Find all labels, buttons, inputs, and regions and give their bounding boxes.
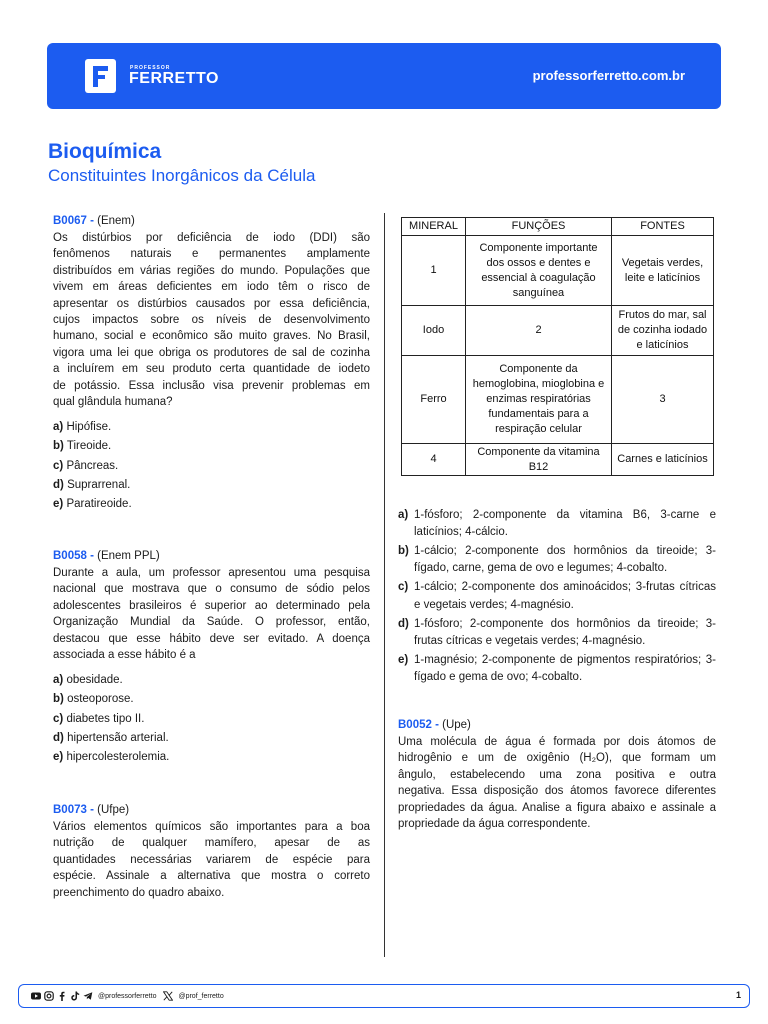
cell-line: Frutos do mar, sal: [618, 309, 707, 321]
cell-funcoes: [466, 236, 612, 306]
answer-option[interactable]: [53, 710, 370, 729]
statement-line: Uma molécula de água é formada por dois átomos de: [398, 736, 716, 748]
question-options: [398, 507, 716, 686]
option-letter: a): [398, 509, 409, 521]
statement-line: nacional que mostrava que o consumo de sódio pelos: [53, 583, 370, 596]
logo-brand-text: FERRETTO: [129, 70, 219, 87]
option-text: 1-magnésio; 2-componente de pigmentos respiratórios; 3-fígado e gema de ovo; 4-cobalto.: [414, 653, 716, 684]
header-banner: [47, 43, 721, 109]
logo-professor-text: PROFESSOR: [130, 65, 171, 71]
youtube-icon[interactable]: [31, 991, 41, 1001]
footer-bar: [18, 984, 750, 1008]
cell-mineral: 1: [402, 236, 466, 306]
ferretto-logo-icon: [85, 59, 116, 93]
option-letter: e): [53, 498, 64, 511]
site-link[interactable]: professorferretto.com.br: [532, 68, 685, 83]
option-letter: d): [53, 731, 64, 744]
option-letter: e): [53, 751, 64, 764]
statement-line: de potássio. Essa inclusão visa prevenir problemas em: [53, 379, 370, 392]
answer-option[interactable]: [53, 437, 370, 456]
statement-line: humano, social e econômico são muito graves. No Brasil,: [53, 330, 370, 343]
question-statement: [398, 734, 716, 832]
statement-line: Os distúrbios por deficiência de iodo (DDI) são: [53, 232, 370, 244]
cell-line: Componente da vitamina: [477, 445, 600, 458]
facebook-icon[interactable]: [57, 991, 67, 1001]
table-row: [402, 444, 714, 476]
option-letter: d): [53, 478, 64, 491]
cell-line: dos ossos e dentes e: [486, 256, 591, 269]
option-letter: c): [53, 712, 64, 725]
option-text: 1-fósforo; 2-componente dos hormônios da tireoide; 3-frutas cítricas e vegetais verdes; 4-magnésio.: [414, 617, 716, 647]
option-letter: a): [53, 421, 64, 433]
cell-mineral: 4: [402, 444, 466, 476]
cell-fontes: [612, 236, 714, 306]
column-divider: [384, 213, 385, 957]
mineral-table: [401, 217, 714, 476]
cell-fontes: [612, 306, 714, 356]
option-text: Hipófise.: [66, 421, 112, 433]
page-number: 1: [735, 990, 741, 1000]
cell-line: hemoglobina, mioglobina e: [472, 378, 605, 390]
cell-line: essencial à coagulação: [481, 271, 596, 284]
question-statement: [53, 230, 370, 410]
option-letter: b): [53, 693, 64, 706]
table-header: FUNÇÕES: [466, 218, 612, 236]
option-letter: b): [53, 440, 64, 453]
page-subtitle: Constituintes Inorgânicos da Célula: [48, 166, 316, 185]
option-text: 1-fósforo; 2-componente da vitamina B6, 3-carne e laticínios; 4-cálcio.: [414, 509, 716, 539]
question-source: (Upe): [438, 719, 471, 731]
question-source: (Ufpe): [93, 804, 130, 816]
option-text: Suprarrenal.: [67, 478, 131, 491]
option-text: 1-cálcio; 2-componente dos hormônios da tireoide; 3-fígado, carne, gema de ovo e legumes; 4-cobalto.: [414, 545, 716, 575]
question-statement: [53, 565, 370, 663]
statement-line: associada a esse hábito é a: [53, 649, 196, 662]
question-id: B0067 -: [53, 215, 94, 227]
x-twitter-icon[interactable]: [163, 991, 173, 1001]
statement-line: a incluírem em seu produto certa quantidade de iodeto: [53, 363, 370, 376]
option-letter: e): [398, 653, 409, 666]
cell-line: sanguínea: [512, 286, 565, 299]
cell-line: Vegetais verdes,: [621, 256, 704, 269]
cell-funcoes: [466, 356, 612, 444]
social-handle[interactable]: @prof_ferretto: [178, 992, 224, 1000]
option-text: Pâncreas.: [66, 459, 119, 472]
answer-option[interactable]: [53, 457, 370, 476]
cell-line: Componente importante: [479, 241, 598, 254]
cell-fontes: [612, 356, 714, 444]
cell-line: e laticínios: [636, 339, 689, 351]
table-row: [402, 236, 714, 306]
answer-option[interactable]: [398, 507, 716, 542]
answer-option[interactable]: [53, 418, 370, 437]
cell-fontes: [612, 444, 714, 476]
cell-mineral: Ferro: [402, 356, 466, 444]
telegram-icon[interactable]: [83, 991, 93, 1001]
answer-option[interactable]: [398, 579, 716, 614]
statement-line: apresentar os distúrbios causados por essa deficiência,: [53, 297, 370, 310]
question-header: [398, 717, 471, 733]
instagram-icon[interactable]: [44, 991, 54, 1001]
cell-funcoes: [466, 306, 612, 356]
statement-line: Durante a aula, um professor apresentou uma pesquisa: [53, 567, 370, 579]
statement-line: adolescentes brasileiros é superior ao determinado pela: [53, 599, 370, 612]
social-links: [31, 991, 228, 1001]
answer-option[interactable]: [53, 671, 370, 690]
answer-option[interactable]: [398, 616, 716, 651]
answer-option[interactable]: [398, 652, 716, 687]
answer-option[interactable]: [53, 729, 370, 748]
cell-line: Componente da: [499, 363, 578, 375]
page-title: Bioquímica: [48, 140, 162, 163]
option-text: hipertensão arterial.: [67, 731, 169, 744]
answer-option[interactable]: [53, 748, 370, 767]
statement-line: nutrição de qualquer mamífero, apesar de as: [53, 837, 370, 850]
option-text: osteoporose.: [67, 693, 134, 706]
statement-line: Vários elementos químicos são importantes para a boa: [53, 821, 370, 833]
cell-line: B12: [528, 460, 549, 473]
statement-line: espécie. Assinale a alternativa que mostra o correto: [53, 870, 370, 883]
option-text: obesidade.: [66, 674, 123, 686]
statement-line: ângulo, estabelecendo uma zona positiva e outra: [398, 768, 716, 781]
question-header: [53, 802, 129, 818]
statement-line: preenchimento do quadro abaixo.: [53, 886, 225, 899]
question-source: (Enem): [93, 215, 135, 227]
statement-line: qual glândula humana?: [53, 396, 173, 409]
statement-line: negativa. Essa disposição dos átomos favorece diferentes: [398, 785, 716, 798]
option-text: diabetes tipo II.: [66, 712, 145, 725]
statement-line: vivem em áreas deficientes em iodo têm o risco de: [53, 281, 370, 294]
tiktok-icon[interactable]: [70, 991, 80, 1001]
table-row: [402, 306, 714, 356]
statement-line: distribuídos em várias regiões do mundo. Populações que: [53, 264, 370, 277]
question-options: [53, 418, 370, 514]
table-header: MINERAL: [402, 218, 466, 236]
option-letter: a): [53, 674, 64, 686]
cell-line: Carnes e laticínios: [617, 453, 708, 465]
option-letter: c): [398, 581, 409, 594]
option-text: Tireoide.: [66, 440, 112, 453]
question-id: B0058 -: [53, 550, 94, 562]
statement-line: fenômenos naturais e permanentes amplamente: [53, 248, 370, 261]
question-id: B0052 -: [398, 719, 439, 731]
question-options: [53, 671, 370, 767]
statement-line: propriedades da água. Analise a figura abaixo e assinale a: [398, 801, 716, 814]
cell-line: 2: [535, 324, 542, 336]
cell-funcoes: [466, 444, 612, 476]
option-letter: b): [398, 545, 409, 558]
option-text: hipercolesterolemia.: [66, 751, 170, 764]
option-letter: d): [398, 617, 409, 630]
statement-line: hidrogênio e um de oxigênio (H₂O), que formam um: [398, 752, 716, 765]
cell-line: fundamentais para a: [488, 408, 589, 420]
statement-line: Organização Mundial da Saúde. O professor, então,: [53, 616, 370, 629]
table-header: FONTES: [612, 218, 714, 236]
option-letter: c): [53, 459, 64, 472]
answer-option[interactable]: [398, 543, 716, 578]
cell-line: enzimas respiratórias: [486, 393, 591, 405]
statement-line: destacou que esse hábito deve ser evitado. A doença: [53, 632, 370, 645]
option-text: 1-cálcio; 2-componente dos aminoácidos; 3-frutas cítricas e vegetais verdes; 4-magnésio.: [414, 581, 716, 611]
answer-option[interactable]: [53, 495, 370, 514]
cell-line: 3: [659, 393, 666, 405]
social-handle[interactable]: @professorferretto: [98, 992, 157, 1000]
statement-line: propriedade da água correspondente.: [398, 818, 591, 831]
cell-line: respiração celular: [495, 423, 582, 435]
question-header: [53, 548, 160, 564]
question-header: [53, 213, 135, 229]
answer-option[interactable]: [53, 690, 370, 709]
cell-line: leite e laticínios: [624, 271, 701, 284]
table-row: [402, 356, 714, 444]
cell-line: de cozinha iodado: [617, 324, 708, 336]
statement-line: vigora uma lei que obriga os produtores de sal de cozinha: [53, 346, 370, 359]
question-statement: [53, 819, 370, 901]
option-text: Paratireoide.: [66, 498, 132, 511]
cell-mineral: Iodo: [402, 306, 466, 356]
question-id: B0073 -: [53, 804, 94, 816]
answer-option[interactable]: [53, 476, 370, 495]
statement-line: quantidades necessárias variarem de espécie para: [53, 853, 370, 866]
statement-line: cujos impactos sobre os níveis de desenvolvimento: [53, 314, 370, 327]
question-source: (Enem PPL): [93, 550, 160, 562]
